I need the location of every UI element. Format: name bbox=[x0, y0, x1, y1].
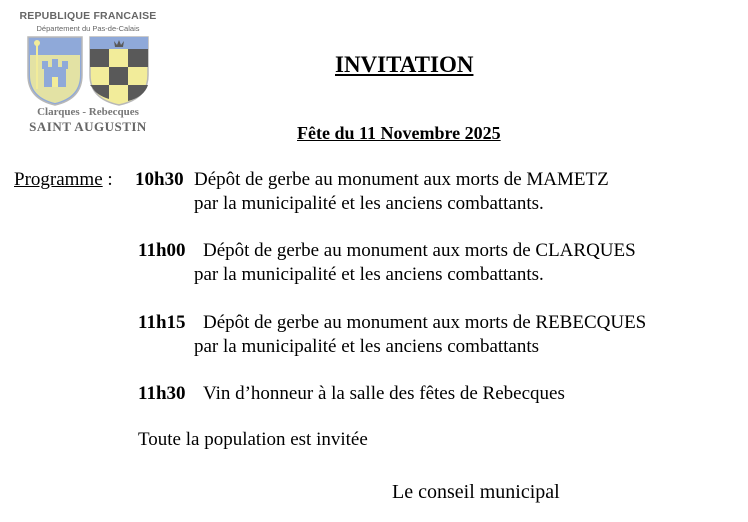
item-time-2: 11h00 bbox=[138, 240, 186, 261]
closing-text: Toute la population est invitée bbox=[138, 429, 368, 450]
item-time-4: 11h30 bbox=[138, 383, 186, 404]
item-line1-3: Dépôt de gerbe au monument aux morts de REBECQUES bbox=[203, 312, 647, 333]
signature: Le conseil municipal bbox=[392, 481, 560, 503]
item-line2-1: par la municipalité et les anciens combattants. bbox=[194, 193, 544, 214]
programme-separator: : bbox=[102, 169, 113, 190]
republic-label: REPUBLIQUE FRANCAISE bbox=[19, 10, 157, 22]
item-line1-1: Dépôt de gerbe au monument aux morts de MAMETZ bbox=[194, 169, 609, 190]
event-subtitle: Fête du 11 Novembre 2025 bbox=[297, 123, 501, 143]
programme-heading bbox=[14, 169, 113, 191]
page-title: INVITATION bbox=[335, 52, 474, 77]
item-line1-2: Dépôt de gerbe au monument aux morts de CLARQUES bbox=[203, 240, 636, 261]
commune-name-line1: Clarques - Rebecques bbox=[37, 106, 139, 118]
item-time-1: 10h30 bbox=[135, 169, 184, 190]
programme-label: Programme bbox=[14, 169, 103, 190]
municipal-logo bbox=[14, 8, 162, 136]
department-label: Département du Pas-de-Calais bbox=[36, 24, 140, 33]
item-line2-2: par la municipalité et les anciens combattants. bbox=[194, 264, 544, 285]
item-time-3: 11h15 bbox=[138, 312, 186, 333]
coat-of-arms-icon bbox=[24, 35, 152, 107]
item-line2-3: par la municipalité et les anciens combattants bbox=[194, 336, 540, 357]
item-line1-4: Vin d’honneur à la salle des fêtes de Rebecques bbox=[203, 383, 565, 404]
commune-name-line2: SAINT AUGUSTIN bbox=[29, 119, 147, 134]
